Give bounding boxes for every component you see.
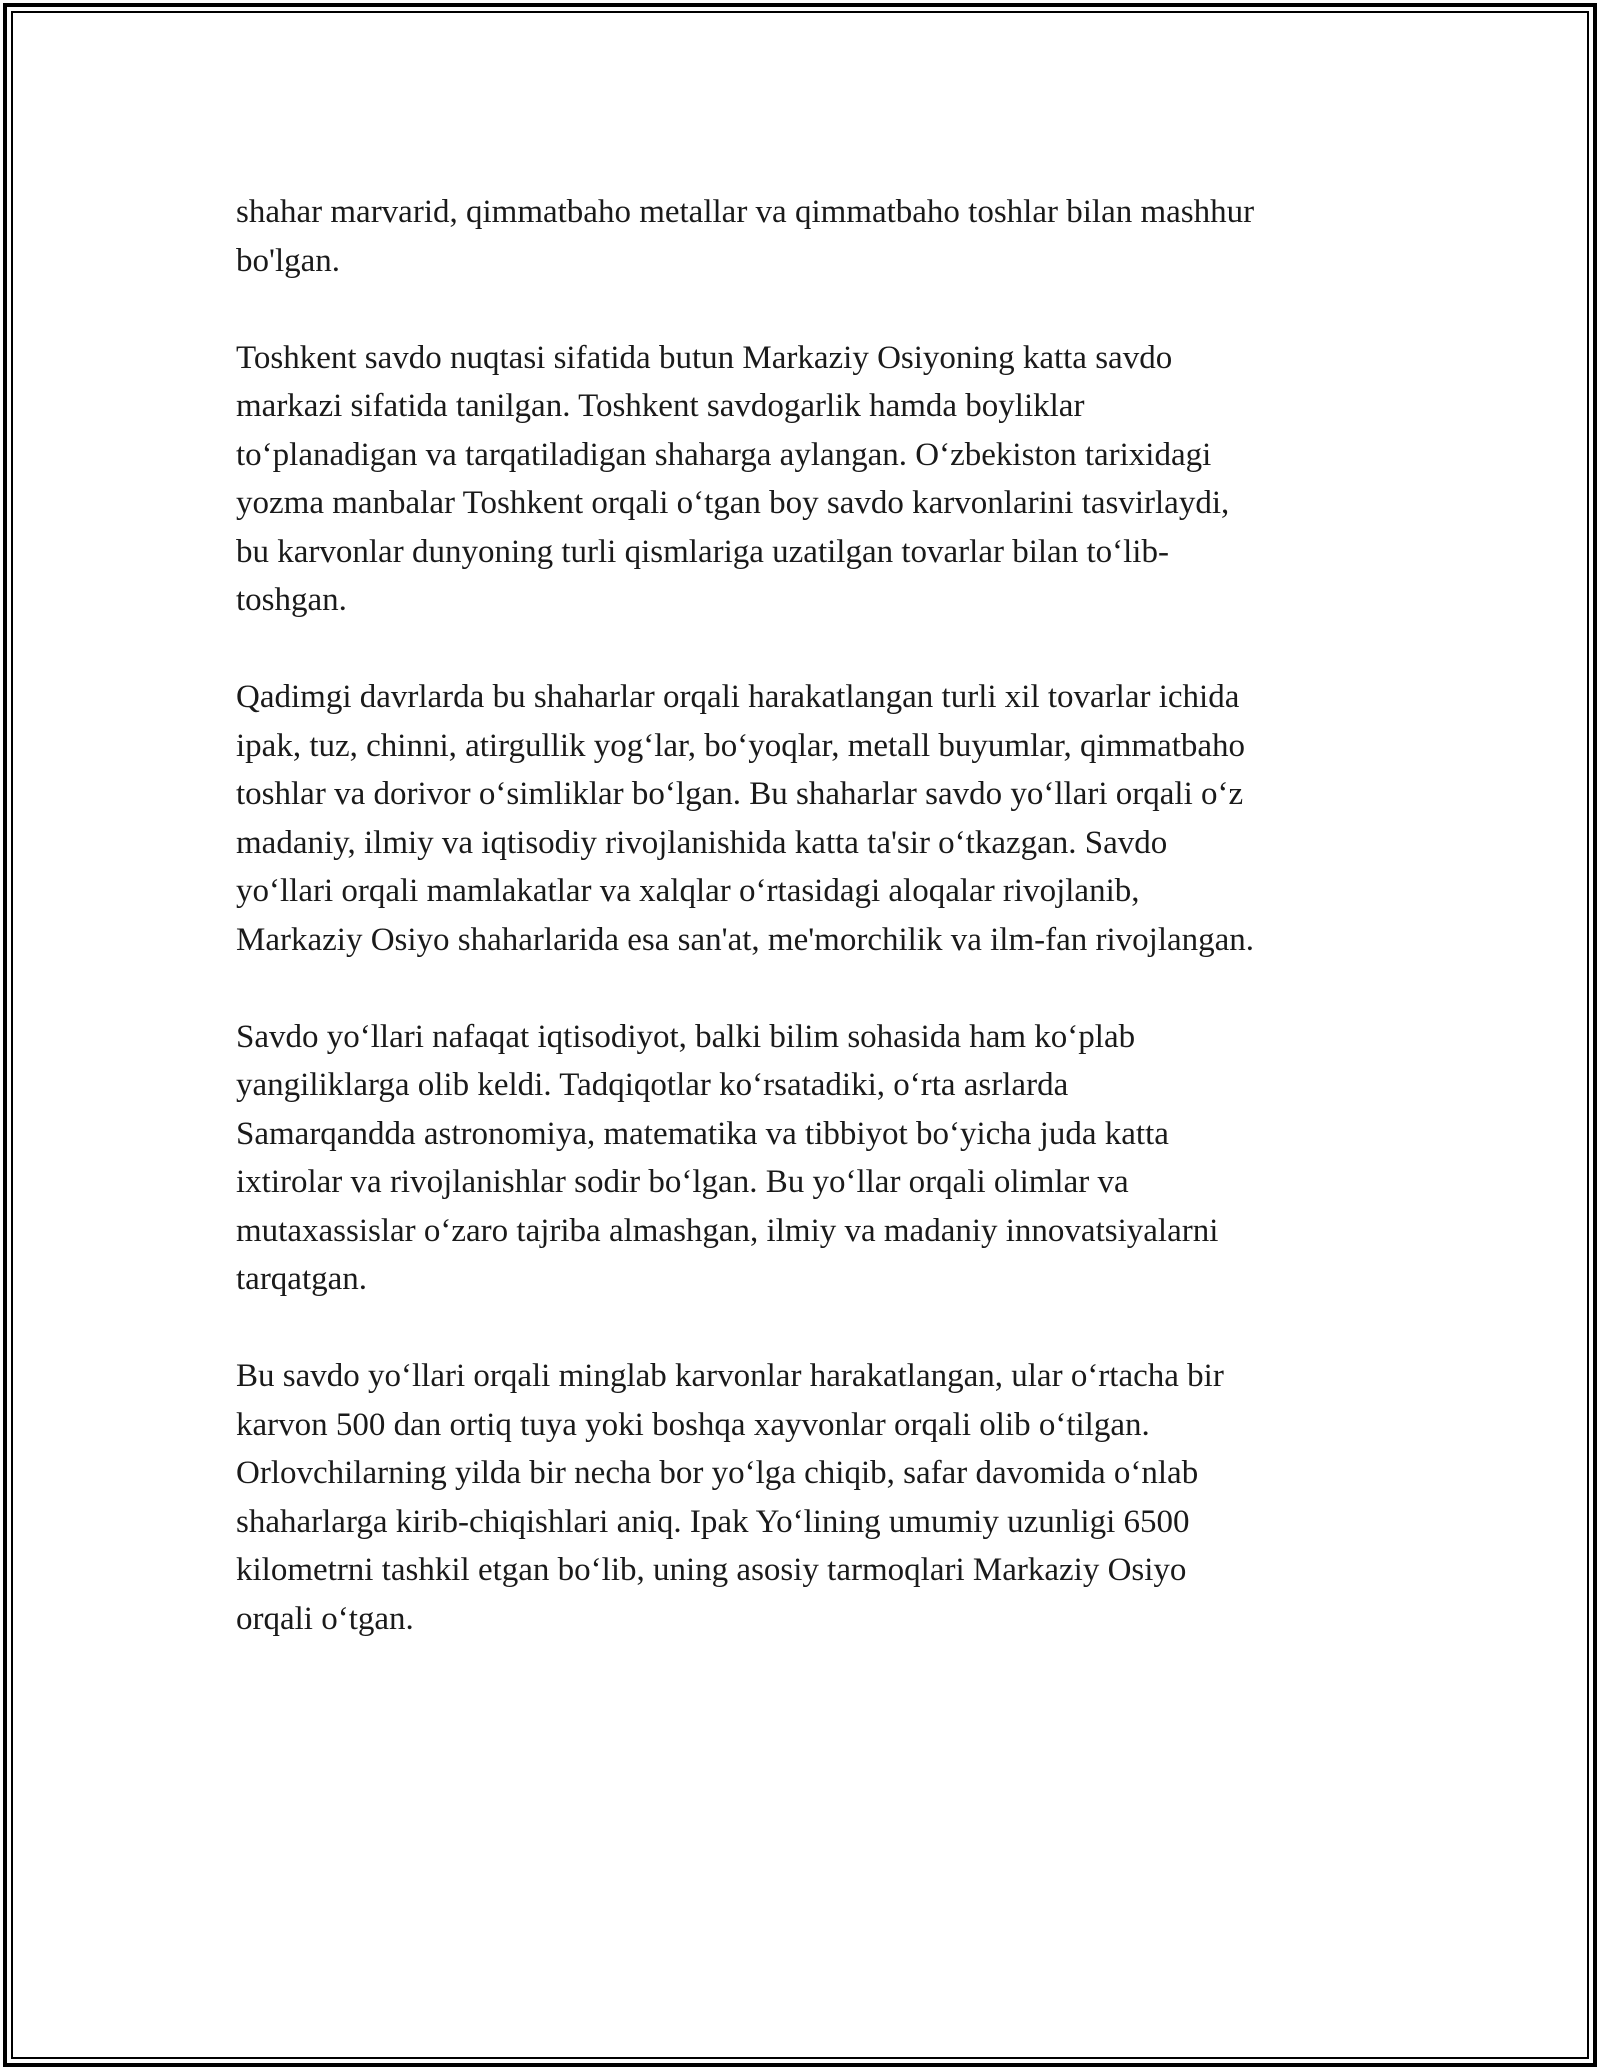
paragraph: Savdo yo‘llari nafaqat iqtisodiyot, balki bilim sohasida ham ko‘plab yangiliklarga olib keldi. Tadqiqotlar ko‘rsatadiki, o‘rta asrlarda Samarqandda astronomiya, matematika va tibbiyot bo‘yicha juda katta ixtirolar va rivojlanishlar sodir bo‘lgan. Bu yo‘llar orqali olimlar va mutaxassislar o‘zaro tajriba almashgan, ilmiy va madaniy innovatsiyalarni tarqatgan. — [236, 1018, 1219, 1297]
document-body — [236, 188, 1396, 1692]
paragraph: Toshkent savdo nuqtasi sifatida butun Markaziy Osiyoning katta savdo markazi sifatida tanilgan. Toshkent savdogarlik hamda boyliklar to‘planadigan va tarqatiladigan shaharga aylangan. O‘zbekiston tarixidagi yozma manbalar Toshkent orqali o‘tgan boy savdo karvonlarini tasvirlaydi, bu karvonlar dunyoning turli qismlariga uzatilgan tovarlar bilan to‘lib- toshgan. — [236, 339, 1230, 618]
paragraph: shahar marvarid, qimmatbaho metallar va qimmatbaho toshlar bilan mashhur bo'lgan. — [236, 194, 1255, 279]
paragraph: Qadimgi davrlarda bu shaharlar orqali harakatlangan turli xil tovarlar ichida ipak, tuz, chinni, atirgullik yog‘lar, bo‘yoqlar, metall buyumlar, qimmatbaho toshlar va dorivor o‘simliklar bo‘lgan. Bu shaharlar savdo yo‘llari orqali o‘z madaniy, ilmiy va iqtisodiy rivojlanishida katta ta'sir o‘tkazgan. Savdo yo‘llari orqali mamlakatlar va xalqlar o‘rtasidagi aloqalar rivojlanib, Markaziy Osiyo shaharlarida esa san'at, me'morchilik va ilm-fan rivojlangan. — [236, 679, 1255, 958]
paragraph: Bu savdo yo‘llari orqali minglab karvonlar harakatlangan, ular o‘rtacha bir karvon 500 dan ortiq tuya yoki boshqa xayvonlar orqali olib o‘tilgan. Orlovchilarning yilda bir necha bor yo‘lga chiqib, safar davomida o‘nlab shaharlarga kirib-chiqishlari aniq. Ipak Yo‘lining umumiy uzunligi 6500 kilometrni tashkil etgan bo‘lib, uning asosiy tarmoqlari Markaziy Osiyo orqali o‘tgan. — [236, 1358, 1224, 1637]
